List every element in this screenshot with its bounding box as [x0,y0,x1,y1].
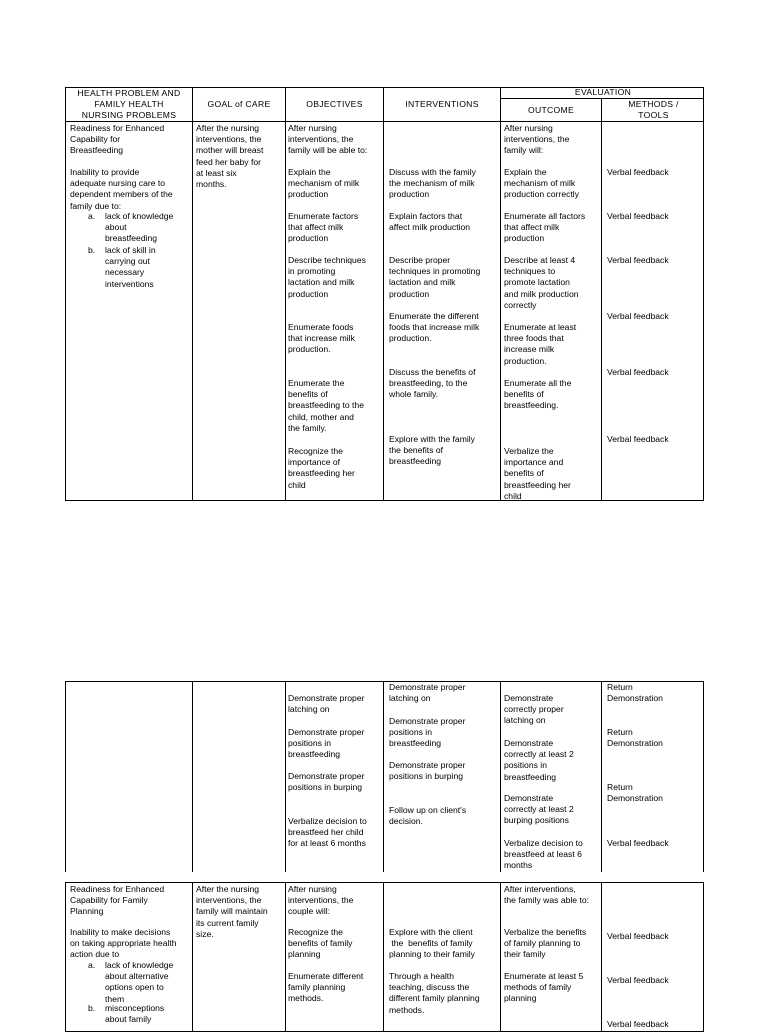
problem-item-a: lack of knowledge about breastfeeding [105,211,174,244]
intervention-item: Describe proper techniques in promoting lactation and milk production [389,255,481,299]
intervention-item: Demonstrate proper positions in breastfeeding [389,716,466,749]
intervention-item: Discuss the benefits of breastfeeding, to the whole family. [389,367,476,400]
header-interventions: INTERVENTIONS [405,99,479,109]
method-item: Return Demonstration [607,682,663,704]
header-health-problem: HEALTH PROBLEM AND FAMILY HEALTH NURSING PROBLEMS [77,88,181,120]
method-item: Return Demonstration [607,782,663,804]
outcome-item: Demonstrate correctly at least 2 positions in breastfeeding [504,738,574,782]
intervention-item: Through a health teaching, discuss the different family planning methods. [389,971,480,1015]
outcome-item: Describe at least 4 techniques to promote lactation and milk production correctly [504,255,579,310]
objective-item: Enumerate different family planning methods. [288,971,364,1004]
header-goal: GOAL of CARE [207,99,271,109]
objective-item: Enumerate foods that increase milk production. [288,322,355,355]
outcome-item: After nursing interventions, the family will: [504,123,570,156]
method-item: Verbal feedback [607,931,669,941]
outcome-item: Enumerate at least 5 methods of family planning [504,971,584,1004]
outcome-item: After interventions, the family was able to: [504,884,590,906]
objective-item: Demonstrate proper latching on [288,693,365,715]
problem-intro: Inability to make decisions on taking appropriate health action due to [70,927,177,960]
problem-item-b-marker: b. [88,1003,96,1013]
objective-item: After nursing interventions, the family will be able to: [288,123,368,156]
objective-item: Enumerate factors that affect milk production [288,211,359,244]
family-planning-care-plan-table [65,882,704,1032]
outcome-item: Enumerate at least three foods that increase milk production. [504,322,577,366]
outcome-item: Enumerate all the benefits of breastfeeding. [504,378,572,411]
outcome-item: Demonstrate correctly proper latching on [504,693,564,726]
header-outcome: OUTCOME [527,105,575,115]
problem-item-a-marker: a. [88,960,96,970]
header-objectives: OBJECTIVES [306,99,363,109]
problem-title: Readiness for Enhanced Capability for Family Planning [70,884,165,917]
problem-item-a: lack of knowledge about alternative options open to them [105,960,174,1004]
method-item: Return Demonstration [607,727,663,749]
problem-item-b: misconceptions about family [105,1003,165,1025]
header-evaluation: EVALUATION [574,87,632,97]
objective-item: After nursing interventions, the couple will: [288,884,354,917]
method-item: Verbal feedback [607,434,669,444]
problem-item-b-marker: b. [88,245,96,255]
header-methods: METHODS / TOOLS [628,99,679,120]
method-item: Verbal feedback [607,1019,669,1029]
intervention-item: Explain factors that affect milk production [389,211,471,233]
goal-text: After the nursing interventions, the family will maintain its current family size. [196,884,268,939]
intervention-item: Demonstrate proper positions in burping [389,760,466,782]
outcome-item: Verbalize decision to breastfeed at least 6 months [504,838,583,871]
objective-item: Demonstrate proper positions in burping [288,771,365,793]
method-item: Verbal feedback [607,838,669,848]
outcome-item: Demonstrate correctly at least 2 burping positions [504,793,574,826]
problem-intro: Inability to provide adequate nursing care to dependent members of the family due to: [70,167,173,211]
intervention-item: Discuss with the family the mechanism of milk production [389,167,476,200]
intervention-item: Demonstrate proper latching on [389,682,466,704]
intervention-item: Explore with the family the benefits of breastfeeding [389,434,475,467]
method-item: Verbal feedback [607,167,669,177]
method-item: Verbal feedback [607,367,669,377]
objective-item: Enumerate the benefits of breastfeeding to the child, mother and the family. [288,378,364,433]
problem-item-b: lack of skill in carrying out necessary interventions [105,245,156,289]
outcome-item: Enumerate all factors that affect milk production [504,211,586,244]
method-item: Verbal feedback [607,975,669,985]
outcome-item: Explain the mechanism of milk production correctly [504,167,579,200]
method-item: Verbal feedback [607,211,669,221]
method-item: Verbal feedback [607,311,669,321]
problem-title: Readiness for Enhanced Capability for Breastfeeding [70,123,165,156]
breastfeeding-care-plan-table [65,87,704,501]
objective-item: Demonstrate proper positions in breastfeeding [288,727,365,760]
objective-item: Recognize the benefits of family planning [288,927,353,960]
objective-item: Explain the mechanism of milk production [288,167,360,200]
outcome-item: Verbalize the benefits of family planning to their family [504,927,587,960]
objective-item: Describe techniques in promoting lactation and milk production [288,255,366,299]
objective-item: Recognize the importance of breastfeeding her child [288,446,355,490]
outcome-item: Verbalize the importance and benefits of breastfeeding her child [504,446,571,501]
method-item: Verbal feedback [607,255,669,265]
objective-item: Verbalize decision to breastfeed her child for at least 6 months [288,816,367,849]
intervention-item: Follow up on client's decision. [389,805,467,827]
intervention-item: Explore with the client the benefits of family planning to their family [389,927,475,960]
problem-item-a-marker: a. [88,211,96,221]
goal-text: After the nursing interventions, the mother will breast feed her baby for at least six months. [196,123,264,190]
breastfeeding-continuation-table [65,681,704,872]
intervention-item: Enumerate the different foods that increase milk production. [389,311,480,344]
